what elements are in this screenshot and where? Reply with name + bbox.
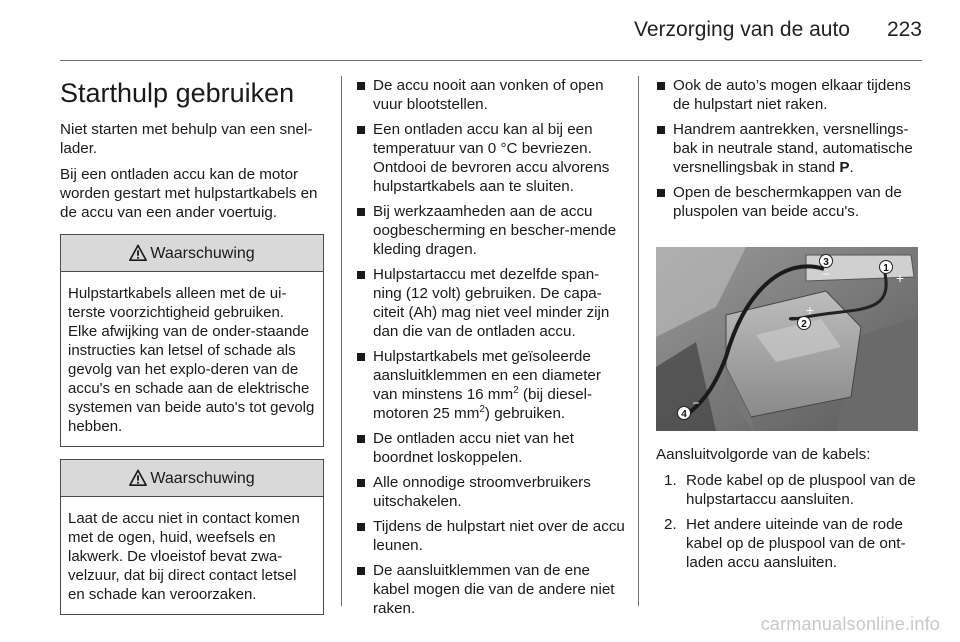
list-item-text: Alle onnodige stroomverbruikers uitschakelen. (373, 474, 591, 510)
list-item-text: Open de beschermkappen van de pluspolen van beide accu's. (673, 184, 902, 220)
page-header (0, 0, 960, 60)
list-item-text: Bij werkzaamheden aan de accu oogbescherming en bescher-mende kleding dragen. (373, 203, 617, 258)
figure-label-1: 1 (883, 263, 889, 274)
list-item-text: Een ontladen accu kan al bij een temperatuur van 0 °C bevriezen. Ontdooi de bevroren accu alvorens hulpstartkabels aan te sluiten. (373, 121, 610, 195)
list-item (656, 515, 922, 572)
warning-box-1 (60, 234, 324, 447)
running-title: Verzorging van de auto (634, 18, 850, 41)
battery-connection-photo (656, 247, 918, 431)
superscript: 2 (479, 403, 485, 415)
page-number: 223 (886, 18, 922, 41)
list-item (356, 265, 626, 341)
bullet-square-icon (657, 82, 665, 90)
step-text: Rode kabel op de pluspool van de hulpstartaccu aansluiten. (686, 472, 916, 508)
column-1 (60, 76, 326, 627)
text-part: Handrem aantrekken, versnellings-bak in neutrale stand, automatische versnellingsbak in stand (673, 121, 913, 176)
section-title: Starthulp gebruiken (60, 78, 295, 108)
list-item-text: Hulpstartaccu met dezelfde span-ning (12 volt) gebruiken. De capa-citeit (Ah) mag niet veel minder zijn dan die van de ontladen accu. (373, 266, 610, 340)
bullet-square-icon (357, 479, 365, 487)
figure-label-2: 2 (801, 319, 807, 330)
minus-sign: − (822, 267, 830, 281)
plus-sign: + (805, 302, 815, 318)
steps-title: Aansluitvolgorde van de kabels: (656, 446, 871, 463)
warning-title: Waarschuwing (150, 244, 255, 262)
bullet-square-icon (657, 126, 665, 134)
watermark: carmanualsonline.info (760, 614, 940, 634)
header-rule (60, 60, 922, 61)
warning-title: Waarschuwing (150, 469, 255, 487)
list-item (356, 561, 626, 618)
warning-header (61, 460, 323, 497)
list-item (356, 202, 626, 259)
list-item-text: Ook de auto’s mogen elkaar tijdens de hulpstart niet raken. (673, 77, 911, 113)
figure-label-3: 3 (823, 257, 829, 268)
list-item (356, 517, 626, 555)
bullet-square-icon (357, 567, 365, 575)
text-part: (bij diesel-motoren 25 mm (373, 386, 593, 422)
list-item-text: De aansluitklemmen van de ene kabel mogen die van de andere niet raken. (373, 562, 615, 617)
bullet-square-icon (357, 353, 365, 361)
list-item (656, 471, 922, 509)
list-item (356, 429, 626, 467)
superscript: 2 (513, 384, 519, 396)
column-divider-1 (341, 76, 342, 606)
intro-paragraph-1: Niet starten met behulp van een snel-lader. (60, 121, 313, 157)
warning-body: Laat de accu niet in contact komen met de ogen, huid, weefsels en lakwerk. De vloeistof bevat zwa-velzuur, dat bij direct contact letsel en schade kan veroorzaken. (68, 510, 300, 603)
list-item-text: De ontladen accu niet van het boordnet loskoppelen. (373, 430, 574, 466)
text-part: . (849, 159, 854, 176)
bullet-square-icon (357, 523, 365, 531)
list-item-text (673, 121, 913, 176)
intro-paragraph-2: Bij een ontladen accu kan de motor worden gestart met hulpstartkabels en de accu van een ander voertuig. (60, 166, 318, 221)
list-item (656, 183, 922, 221)
preparation-list (656, 76, 922, 221)
bullet-square-icon (657, 189, 665, 197)
column-divider-2 (638, 76, 639, 606)
list-item (356, 120, 626, 196)
warning-triangle-icon (129, 244, 147, 262)
column-2 (356, 76, 626, 624)
gear-position: P (839, 159, 850, 176)
list-item (356, 347, 626, 423)
bullet-square-icon (357, 82, 365, 90)
list-item-text: De accu nooit aan vonken of open vuur blootstellen. (373, 77, 604, 113)
step-number: 1. (664, 472, 677, 489)
bullet-square-icon (357, 435, 365, 443)
list-item (356, 76, 626, 114)
text-part: Hulpstartkabels met geïsoleerde aansluitklemmen en een diameter van minstens 16 mm (373, 348, 601, 403)
precaution-list (356, 76, 626, 618)
list-item (356, 473, 626, 511)
connection-steps (656, 471, 922, 572)
plus-sign: + (895, 270, 905, 286)
list-item-text (373, 348, 601, 422)
warning-triangle-icon (129, 469, 147, 487)
bullet-square-icon (357, 208, 365, 216)
minus-sign: − (692, 396, 700, 410)
list-item (656, 76, 922, 114)
text-part: ) gebruiken. (484, 405, 566, 422)
list-item-text: Tijdens de hulpstart niet over de accu leunen. (373, 518, 625, 554)
column-3 (656, 76, 922, 578)
figure-label-4: 4 (681, 409, 687, 420)
warning-box-2 (60, 459, 324, 615)
bullet-square-icon (357, 126, 365, 134)
list-item (656, 120, 922, 177)
warning-header (61, 235, 323, 272)
step-number: 2. (664, 516, 677, 533)
bullet-square-icon (357, 271, 365, 279)
step-text: Het andere uiteinde van de rode kabel op de pluspool van de ont-laden accu aansluiten. (686, 516, 906, 571)
warning-body: Hulpstartkabels alleen met de ui-terste voorzichtigheid gebruiken. Elke afwijking van de onder-staande instructies kan letsel of schade als gevolg van het explo-deren van de accu's en schade aan de elektrische systemen van beide auto's tot gevolg hebben. (68, 285, 315, 435)
